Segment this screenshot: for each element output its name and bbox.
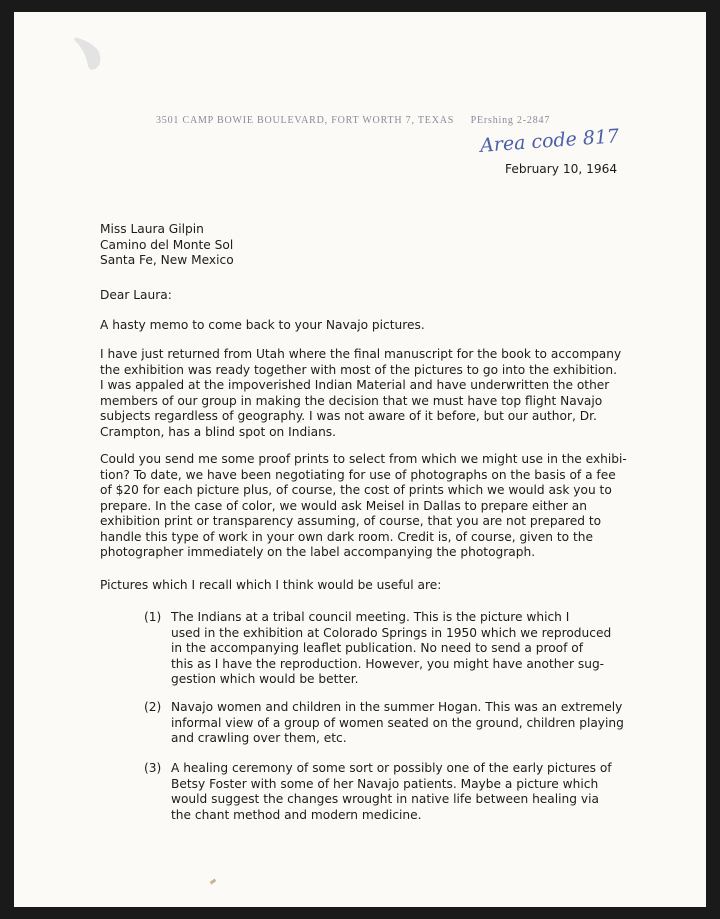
paragraph-line: Could you send me some proof prints to select from which we might use in the exhibi- [100, 452, 627, 466]
list-item-line: gestion which would be better. [171, 672, 359, 686]
list-item-number: (3) [144, 761, 162, 775]
recipient-address [100, 222, 610, 269]
memo-line: A hasty memo to come back to your Navajo pictures. [100, 318, 425, 332]
paragraph-2 [100, 452, 627, 561]
paragraph-line: handle this type of work in your own dark room. Credit is, of course, given to the [100, 529, 593, 544]
recipient-street: Camino del Monte Sol [100, 237, 234, 252]
paragraph-line: members of our group in making the decision that we must have top flight Navajo [100, 393, 603, 408]
bleed-through-mark: ﹅ [58, 27, 107, 83]
list-item-line: the chant method and modern medicine. [171, 807, 422, 822]
letterhead-address: 3501 CAMP BOWIE BOULEVARD, FORT WORTH 7, TEXAS [156, 115, 455, 126]
paragraph-line: photographer immediately on the label accompanying the photograph. [100, 545, 536, 559]
paragraph-line: exhibition print or transparency assuming, of course, that you are not prepared to [100, 514, 602, 528]
list-item-line: and crawling over them, etc. [171, 731, 347, 745]
paragraph-line: of $20 for each picture plus, of course, the cost of prints which we would ask you to [100, 483, 612, 497]
list-item-line: The Indians at a tribal council meeting. This is the picture which I [171, 610, 570, 624]
paragraph-line: tion? To date, we have been negotiating for use of photographs on the basis of a fee [100, 467, 616, 482]
list-item-line: A healing ceremony of some sort or possibly one of the early pictures of [171, 761, 612, 775]
paragraph-line: I have just returned from Utah where the final manuscript for the book to accompany [100, 347, 622, 361]
list-item-line: informal view of a group of women seated on the ground, children playing [171, 715, 624, 730]
recipient-name: Miss Laura Gilpin [100, 222, 204, 236]
list-item-line: this as I have the reproduction. However, you might have another sug- [171, 656, 605, 671]
recipient-city: Santa Fe, New Mexico [100, 253, 234, 267]
paragraph-line: subjects regardless of geography. I was not aware of it before, but our author, Dr. [100, 409, 597, 423]
paper-mark [210, 879, 217, 885]
list-item-line: in the accompanying leaflet publication. No need to send a proof of [171, 641, 584, 655]
list-item-line: Betsy Foster with some of her Navajo patients. Maybe a picture which [171, 776, 599, 791]
list-item-line: used in the exhibition at Colorado Springs in 1950 which we reproduced [171, 625, 612, 640]
paragraph-line: the exhibition was ready together with most of the pictures to go into the exhibition. [100, 362, 617, 377]
pictures-intro: Pictures which I recall which I think would be useful are: [100, 578, 442, 592]
salutation: Dear Laura: [100, 288, 172, 302]
letterhead-phone: PErshing 2-2847 [470, 115, 551, 126]
list-item-line: Navajo women and children in the summer Hogan. This was an extremely [171, 700, 623, 714]
paragraph-1 [100, 347, 622, 440]
paragraph-line: Crampton, has a blind spot on Indians. [100, 424, 337, 439]
paragraph-line: prepare. In the case of color, we would ask Meisel in Dallas to prepare either an [100, 498, 587, 513]
letter-page [14, 12, 706, 907]
list-item-number: (2) [144, 700, 162, 714]
list-item-line: would suggest the changes wrought in native life between healing via [171, 792, 599, 806]
handwritten-annotation: Area code 817 [479, 125, 620, 157]
letterhead [156, 115, 550, 126]
list-item-number: (1) [144, 610, 162, 624]
paragraph-line: I was appaled at the impoverished Indian Material and have underwritten the other [100, 378, 610, 392]
letter-date: February 10, 1964 [505, 162, 618, 176]
